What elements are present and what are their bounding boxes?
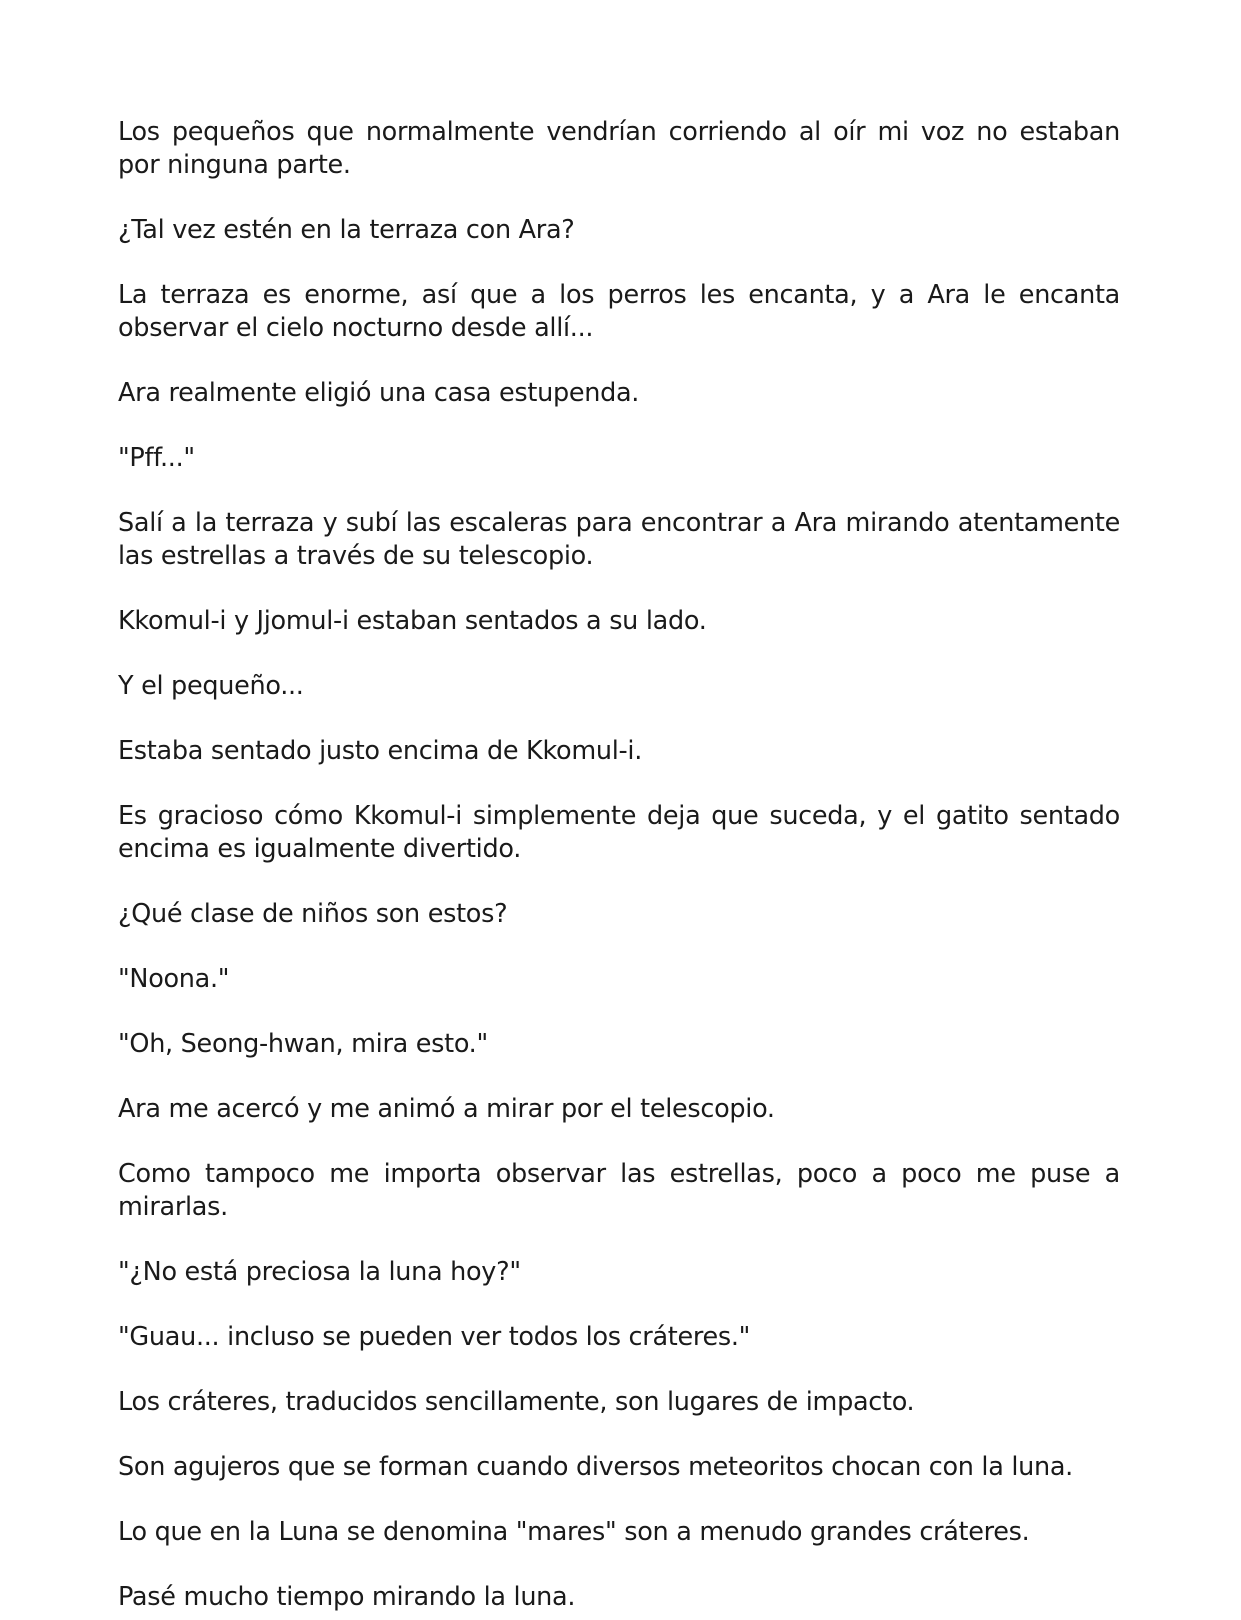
paragraph: Es gracioso cómo Kkomul-i simplemente deja que suceda, y el gatito sentado encima es igualmente divertido.: [118, 801, 1120, 864]
paragraph: Lo que en la Luna se denomina "mares" son a menudo grandes cráteres.: [118, 1517, 1030, 1547]
paragraph: Ara me acercó y me animó a mirar por el telescopio.: [118, 1094, 775, 1124]
paragraph: Estaba sentado justo encima de Kkomul-i.: [118, 736, 642, 766]
paragraph: Pasé mucho tiempo mirando la luna.: [118, 1582, 576, 1612]
paragraph: Son agujeros que se forman cuando diversos meteoritos chocan con la luna.: [118, 1452, 1073, 1482]
paragraph: "Guau... incluso se pueden ver todos los cráteres.": [118, 1322, 751, 1352]
paragraph: Como tampoco me importa observar las estrellas, poco a poco me puse a mirarlas.: [118, 1159, 1120, 1222]
paragraph: Salí a la terraza y subí las escaleras para encontrar a Ara mirando atentamente las estrellas a través de su telescopio.: [118, 508, 1120, 571]
paragraph: Kkomul-i y Jjomul-i estaban sentados a su lado.: [118, 606, 707, 636]
paragraph: ¿Qué clase de niños son estos?: [118, 899, 508, 929]
paragraph: "Oh, Seong-hwan, mira esto.": [118, 1029, 488, 1059]
paragraph: Los pequeños que normalmente vendrían corriendo al oír mi voz no estaban por ninguna parte.: [118, 117, 1120, 180]
paragraph: "Noona.": [118, 964, 230, 994]
paragraph: Ara realmente eligió una casa estupenda.: [118, 378, 640, 408]
paragraph: ¿Tal vez estén en la terraza con Ara?: [118, 215, 575, 245]
paragraph: La terraza es enorme, así que a los perros les encanta, y a Ara le encanta observar el cielo nocturno desde allí...: [118, 280, 1120, 343]
document-page: [118, 116, 1120, 1614]
paragraph: "¿No está preciosa la luna hoy?": [118, 1257, 521, 1287]
paragraph: "Pff...": [118, 443, 195, 473]
paragraph: Los cráteres, traducidos sencillamente, son lugares de impacto.: [118, 1387, 915, 1417]
paragraph: Y el pequeño...: [118, 671, 304, 701]
